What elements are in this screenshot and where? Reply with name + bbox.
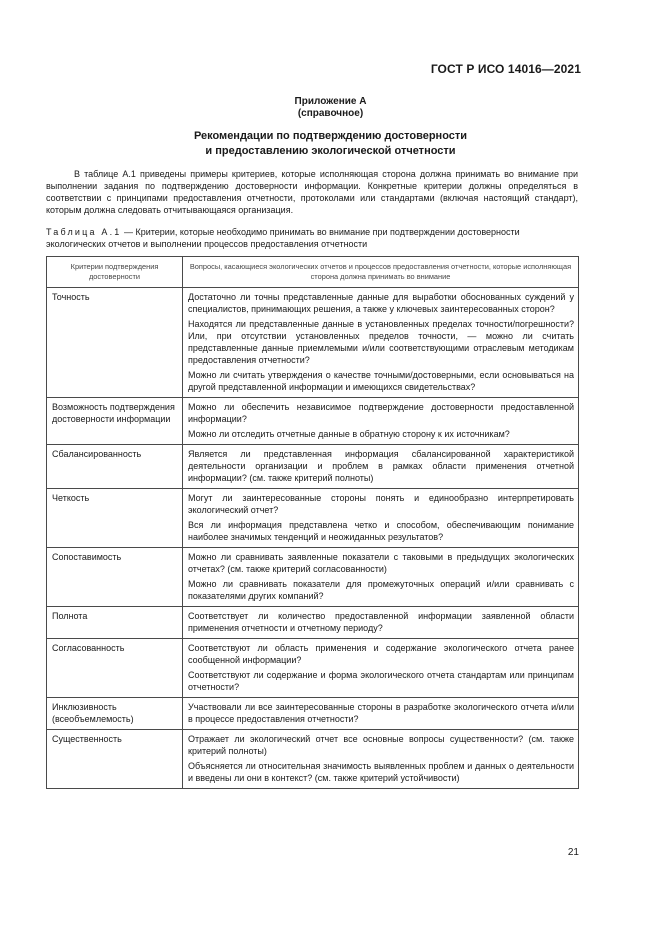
criterion-cell: Инклюзивность (всеобъемлемость)	[47, 698, 183, 730]
criteria-table	[46, 256, 579, 789]
annex-heading-line-2: и предоставлению экологической отчетности	[205, 145, 456, 157]
table-body	[47, 288, 579, 789]
criterion-cell: Существенность	[47, 730, 183, 789]
question-text: Вся ли информация представлена четко и способом, обеспечивающим понимание наиболее значимых тенденций и неожиданных результатов?	[188, 520, 574, 542]
question-text: Могут ли заинтересованные стороны понять и единообразно интерпретировать экологический отчет?	[188, 493, 574, 515]
table-caption	[46, 226, 578, 250]
questions-cell	[183, 730, 579, 789]
criterion-cell: Сопоставимость	[47, 548, 183, 607]
criterion-cell: Точность	[47, 288, 183, 398]
question-text: Объясняется ли относительная значимость выявленных проблем и данных о деятельности и введены ли они в контекст? (см. также критерий устойчивости)	[188, 761, 574, 783]
table-row	[47, 698, 579, 730]
question-text: Участвовали ли все заинтересованные стороны в разработке экологического отчета и/или в процессе предоставления отчетности?	[188, 702, 574, 724]
question-text: Соответствует ли количество предоставленной информации заявленной области применения отчетности и отчетному периоду?	[188, 611, 574, 633]
annex-title: Приложение А	[294, 96, 367, 107]
question-text: Соответствуют ли содержание и форма экологического отчета стандартам или принципам отчетности?	[188, 670, 574, 692]
questions-cell	[183, 639, 579, 698]
table-row	[47, 548, 579, 607]
questions-cell	[183, 548, 579, 607]
header-criteria: Критерии подтверждения достоверности	[47, 257, 183, 288]
table-caption-label: Таблица А.1	[46, 227, 122, 237]
question-text: Можно ли отследить отчетные данные в обратную сторону к их источникам?	[188, 429, 510, 439]
question-text: Является ли представленная информация сбалансированной характеристикой деятельности организации и проблем в рамках области применения отчетной информации? (см. также критерий полноты)	[188, 449, 574, 483]
question-text: Можно ли обеспечить независимое подтверждение достоверности предоставленной информации?	[188, 402, 574, 424]
question-text: Находятся ли представленные данные в установленных пределах точности/погрешности? Или, при отсутствии установленных пределов точности, — можно ли считать представленные данные приемлемыми и/или соответствующими отраслевым методикам предоставления отчетности?	[188, 319, 574, 365]
table-row	[47, 639, 579, 698]
annex-subtitle: (справочное)	[297, 108, 364, 119]
table-header-row	[47, 257, 579, 288]
question-text: Можно ли сравнивать заявленные показатели с таковыми в предыдущих экологических отчетах? (см. также критерий согласованности)	[188, 552, 574, 574]
questions-cell	[183, 489, 579, 548]
criterion-cell: Четкость	[47, 489, 183, 548]
table-row	[47, 288, 579, 398]
question-text: Соответствуют ли область применения и содержание экологического отчета ранее сообщенной информации?	[188, 643, 574, 665]
table-row	[47, 398, 579, 445]
questions-cell	[183, 398, 579, 445]
intro-paragraph: В таблице А.1 приведены примеры критериев, которые исполняющая сторона должна принимать во внимание при выполнении задания по подтверждению достоверности информации. Конкретные критерии должны определяться в соответствии с принципами предоставления отчетности, протоколами или стандартами (включая настоящий стандарт), которым должна следовать отчитывающаяся организация.	[46, 169, 578, 215]
standard-designation: ГОСТ Р ИСО 14016—2021	[430, 62, 581, 76]
page-number: 21	[567, 847, 579, 858]
table-row	[47, 445, 579, 489]
criterion-cell: Возможность подтверждения достоверности информации	[47, 398, 183, 445]
questions-cell	[183, 607, 579, 639]
annex-heading-line-1: Рекомендации по подтверждению достоверности	[193, 130, 468, 142]
questions-cell	[183, 698, 579, 730]
header-questions: Вопросы, касающиеся экологических отчетов и процессов предоставления отчетности, которые исполняющая сторона должна принимать во внимание	[183, 257, 579, 288]
question-text: Можно ли считать утверждения о качестве точными/достоверными, если основываться на другой представленной информации и имеющихся свидетельствах?	[188, 370, 574, 392]
criterion-cell: Полнота	[47, 607, 183, 639]
table-row	[47, 489, 579, 548]
criterion-cell: Согласованность	[47, 639, 183, 698]
criterion-cell: Сбалансированность	[47, 445, 183, 489]
questions-cell	[183, 445, 579, 489]
table-row	[47, 730, 579, 789]
table-caption-text: — Критерии, которые необходимо принимать во внимание при подтверждении достоверности экологических отчетов и выполнении процессов предоставления отчетности	[46, 227, 520, 249]
question-text: Можно ли сравнивать показатели для промежуточных операций и/или сравнивать с показателями других компаний?	[188, 579, 574, 601]
questions-cell	[183, 288, 579, 398]
question-text: Отражает ли экологический отчет все основные вопросы существенности? (см. также критерий полноты)	[188, 734, 574, 756]
table-row	[47, 607, 579, 639]
question-text: Достаточно ли точны представленные данные для выработки обоснованных суждений у специалистов, принимающих решения, а также у ключевых заинтересованных сторон?	[188, 292, 574, 314]
